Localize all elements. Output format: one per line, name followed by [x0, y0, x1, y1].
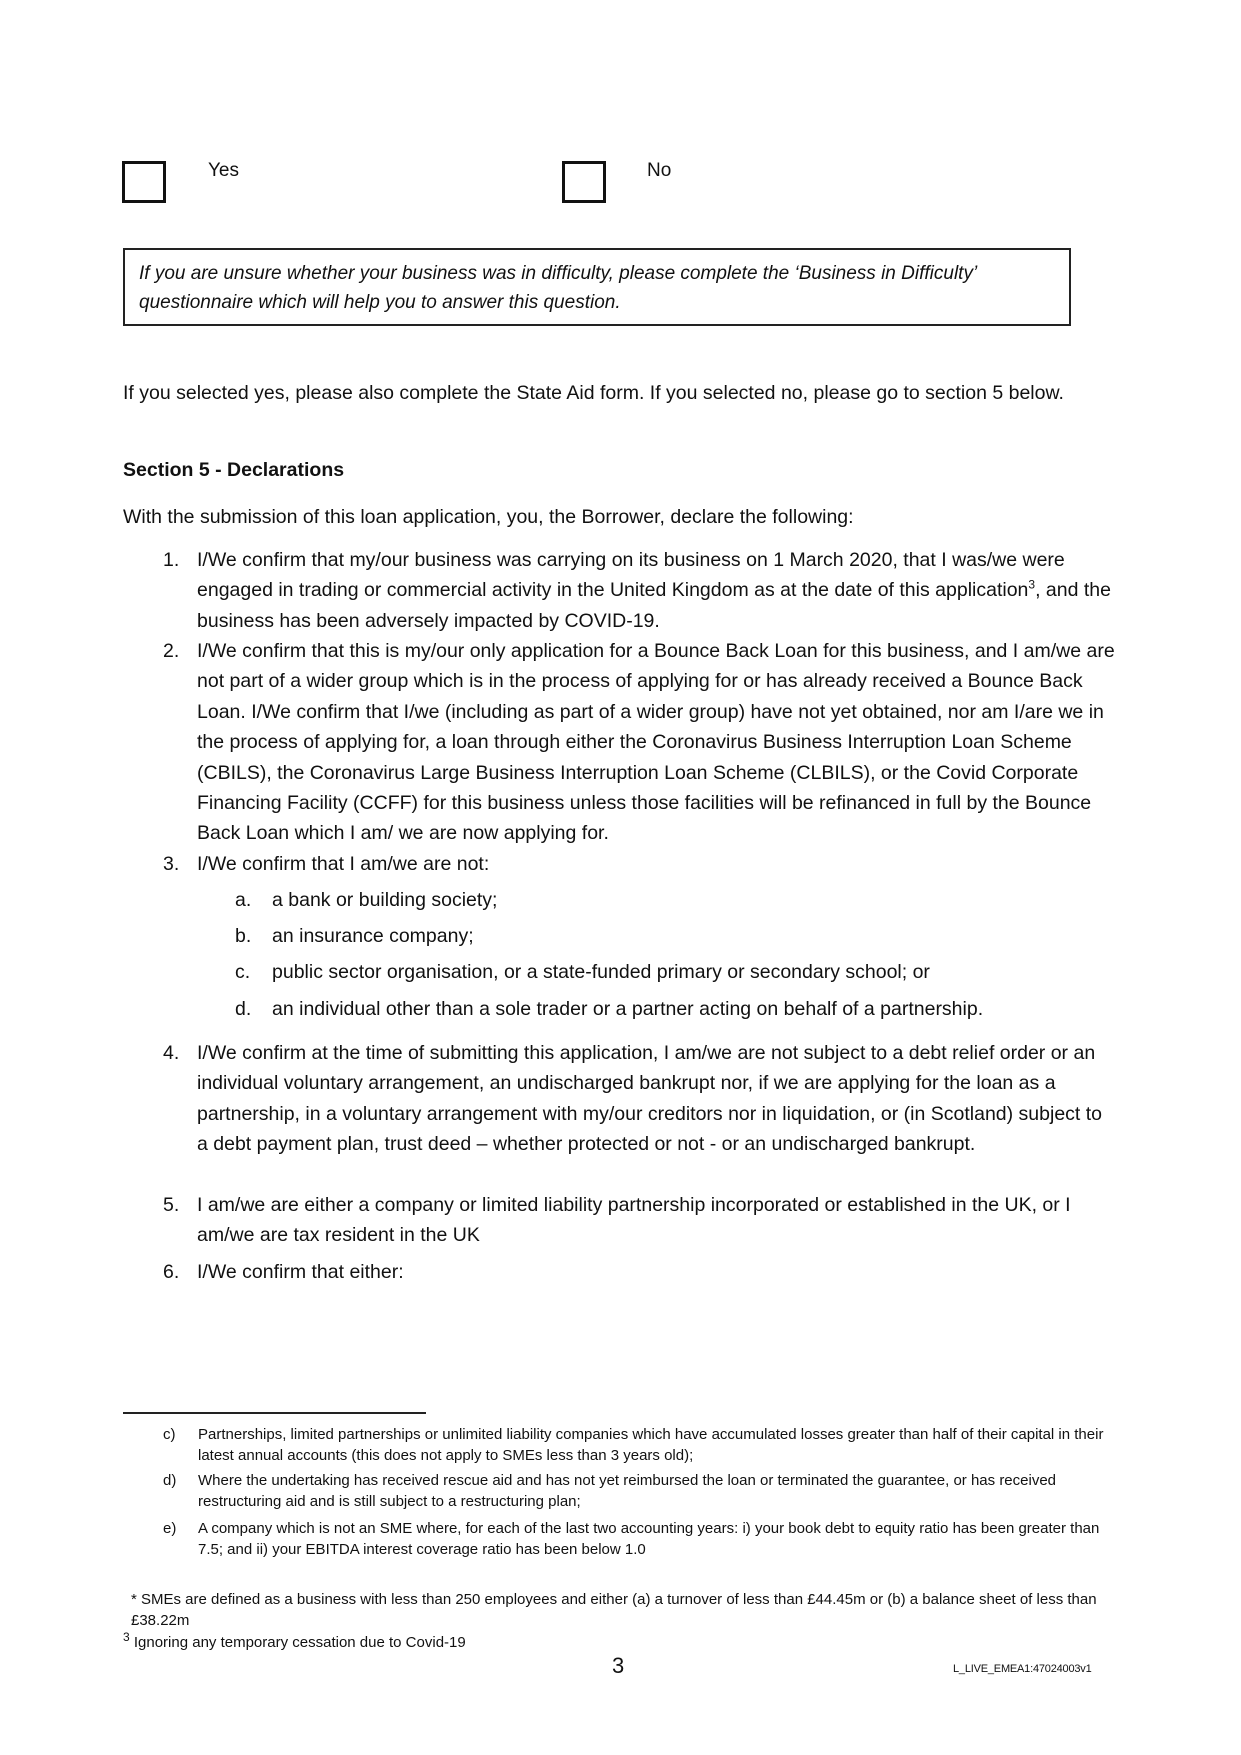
page-number: 3	[612, 1653, 625, 1678]
section-intro: With the submission of this loan application, you, the Borrower, declare the following:	[123, 506, 854, 528]
yes-label: Yes	[208, 160, 239, 181]
sme-definition-note: * SMEs are defined as a business with less than 250 employees and either (a) a turnover of less than £44.45m or (b) a balance sheet of less than £38.22m	[131, 1591, 1097, 1629]
item-number: 5.	[163, 1194, 180, 1216]
footnote-ref-3: 3	[1028, 577, 1036, 592]
section-title: Section 5 - Declarations	[123, 459, 345, 481]
document-reference: L_LIVE_EMEA1:47024003v1	[953, 1663, 1092, 1675]
no-label: No	[647, 160, 672, 181]
difficulty-note-text: If you are unsure whether your business was in difficulty, please complete the ‘Business in Difficulty’ questionnaire which will help you to answer this question.	[139, 263, 977, 313]
item-text: I/We confirm that either:	[197, 1261, 404, 1283]
item-text: I/We confirm that this is my/our only application for a Bounce Back Loan for this business, and I am/we are not part of a wider group which is in the process of applying for or has already received a Bounce Back Loan. I/We confirm that I/we (including as part of a wider group) have not yet obtained, nor am I/are we in the process of applying for, a loan through either the Coronavirus Business Interruption Loan Scheme (CBILS), the Coronavirus Large Business Interruption Loan Scheme (CLBILS), or the Covid Corporate Financing Facility (CCFF) for this business unless those facilities will be refinanced in full by the Bounce Back Loan which I am/ we are now applying for.	[197, 640, 1115, 845]
footnote-3-text: Ignoring any temporary cessation due to Covid-19	[133, 1634, 466, 1651]
footnote-3-number: 3	[123, 1630, 130, 1644]
instruction-text: If you selected yes, please also complete the State Aid form. If you selected no, please go to section 5 below.	[123, 382, 1064, 404]
item-text: I am/we are either a company or limited liability partnership incorporated or established in the UK, or I am/we are tax resident in the UK	[197, 1194, 1071, 1247]
footnote-separator	[123, 1412, 426, 1414]
difficulty-note-box	[123, 248, 1071, 326]
footnote-3	[123, 1632, 466, 1653]
item-number: 3.	[163, 853, 180, 875]
item-number: 4.	[163, 1042, 180, 1064]
item-number: 6.	[163, 1261, 180, 1283]
item-text: I/We confirm at the time of submitting this application, I am/we are not subject to a debt relief order or an individual voluntary arrangement, an undischarged bankrupt nor, if we are applying for the loan as a partnership, in a voluntary arrangement with my/our creditors nor in liquidation, or (in Scotland) subject to a debt payment plan, trust deed – whether protected or not - or an undischarged bankrupt.	[197, 1042, 1103, 1156]
item-text: I/We confirm that my/our business was carrying on its business on 1 March 2020, that I was/we were engaged in trading or commercial activity in the United Kingdom as at the date of this application$^3$, and the business has been adversely impacted by COVID-19.	[197, 549, 1111, 632]
item-number: 2.	[163, 640, 180, 662]
yes-checkbox[interactable]	[122, 161, 166, 203]
item-text: I/We confirm that I am/we are not:	[197, 853, 490, 875]
item-number: 1.	[163, 549, 180, 571]
no-checkbox[interactable]	[562, 161, 606, 203]
